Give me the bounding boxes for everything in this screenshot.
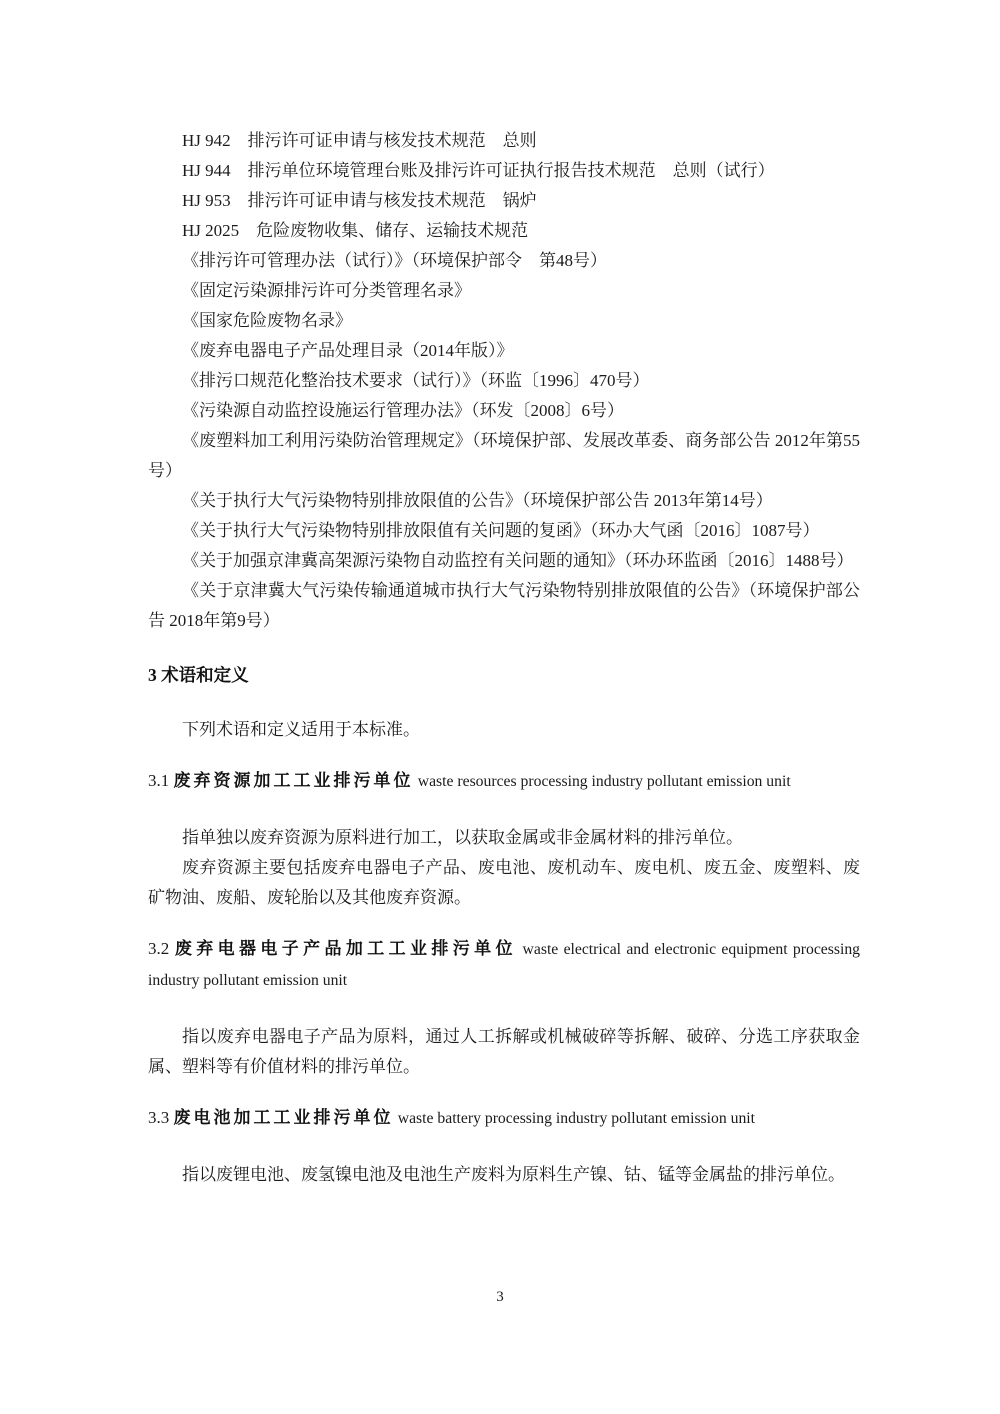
- reference-item: 《关于京津冀大气污染传输通道城市执行大气污染物特别排放限值的公告》（环境保护部公告 2018年第9号）: [148, 581, 860, 630]
- page-content: [148, 126, 860, 1190]
- reference-item: HJ 942 排污许可证申请与核发技术规范 总则: [182, 131, 537, 150]
- reference-item: 《固定污染源排污许可分类管理名录》: [182, 281, 471, 300]
- term-name-zh: 废弃资源加工工业排污单位: [173, 771, 414, 790]
- term-3-2-heading: [148, 934, 860, 996]
- term-3-3-definition: 指以废锂电池、废氢镍电池及电池生产废料为原料生产镍、钴、锰等金属盐的排污单位。: [182, 1165, 845, 1184]
- section-title: 术语和定义: [161, 665, 249, 685]
- term-3-1-definition: 指单独以废弃资源为原料进行加工，以获取金属或非金属材料的排污单位。: [182, 828, 743, 847]
- term-name-en: waste resources processing industry pollutant emission unit: [417, 773, 791, 790]
- reference-item: 《关于加强京津冀高架源污染物自动监控有关问题的通知》（环办环监函〔2016〕1488号）: [182, 551, 854, 570]
- term-number: 3.2: [148, 939, 170, 958]
- term-name-zh: 废电池加工工业排污单位: [173, 1108, 394, 1127]
- term-3-1-heading: [148, 766, 860, 797]
- term-3-2-definition: 指以废弃电器电子产品为原料，通过人工拆解或机械破碎等拆解、破碎、分选工序获取金属、塑料等有价值材料的排污单位。: [148, 1027, 860, 1076]
- page-number: 3: [496, 1289, 504, 1305]
- reference-item: HJ 953 排污许可证申请与核发技术规范 锅炉: [182, 191, 537, 210]
- section-heading: [148, 660, 860, 690]
- reference-item: 《污染源自动监控设施运行管理办法》（环发〔2008〕6号）: [182, 401, 624, 420]
- reference-item: 《关于执行大气污染物特别排放限值有关问题的复函》（环办大气函〔2016〕1087号）: [182, 521, 820, 540]
- term-name-zh: 废弃电器电子产品加工工业排污单位: [174, 939, 517, 958]
- reference-item: HJ 2025 危险废物收集、储存、运输技术规范: [182, 221, 529, 240]
- term-number: 3.1: [148, 771, 170, 790]
- reference-item: 《废塑料加工利用污染防治管理规定》（环境保护部、发展改革委、商务部公告 2012年第55号）: [148, 431, 860, 480]
- term-3-3-heading: [148, 1103, 860, 1134]
- term-3-1-definition: 废弃资源主要包括废弃电器电子产品、废电池、废机动车、废电机、废五金、废塑料、废矿物油、废船、废轮胎以及其他废弃资源。: [148, 858, 860, 907]
- reference-item: 《排污许可管理办法（试行）》（环境保护部令 第48号）: [182, 251, 607, 270]
- reference-item: 《国家危险废物名录》: [182, 311, 352, 330]
- reference-item: 《废弃电器电子产品处理目录（2014年版）》: [182, 341, 514, 360]
- section-intro: 下列术语和定义适用于本标准。: [182, 720, 420, 739]
- term-name-en: waste electrical and electronic equipment processing industry pollutant emission unit: [148, 941, 861, 989]
- reference-item: 《排污口规范化整治技术要求（试行）》（环监〔1996〕470号）: [182, 371, 650, 390]
- term-name-en: waste battery processing industry pollutant emission unit: [397, 1110, 756, 1127]
- reference-item: HJ 944 排污单位环境管理台账及排污许可证执行报告技术规范 总则（试行）: [182, 161, 775, 180]
- reference-list: [148, 126, 860, 636]
- section-number: 3: [148, 665, 157, 685]
- term-number: 3.3: [148, 1108, 170, 1127]
- reference-item: 《关于执行大气污染物特别排放限值的公告》（环境保护部公告 2013年第14号）: [182, 491, 773, 510]
